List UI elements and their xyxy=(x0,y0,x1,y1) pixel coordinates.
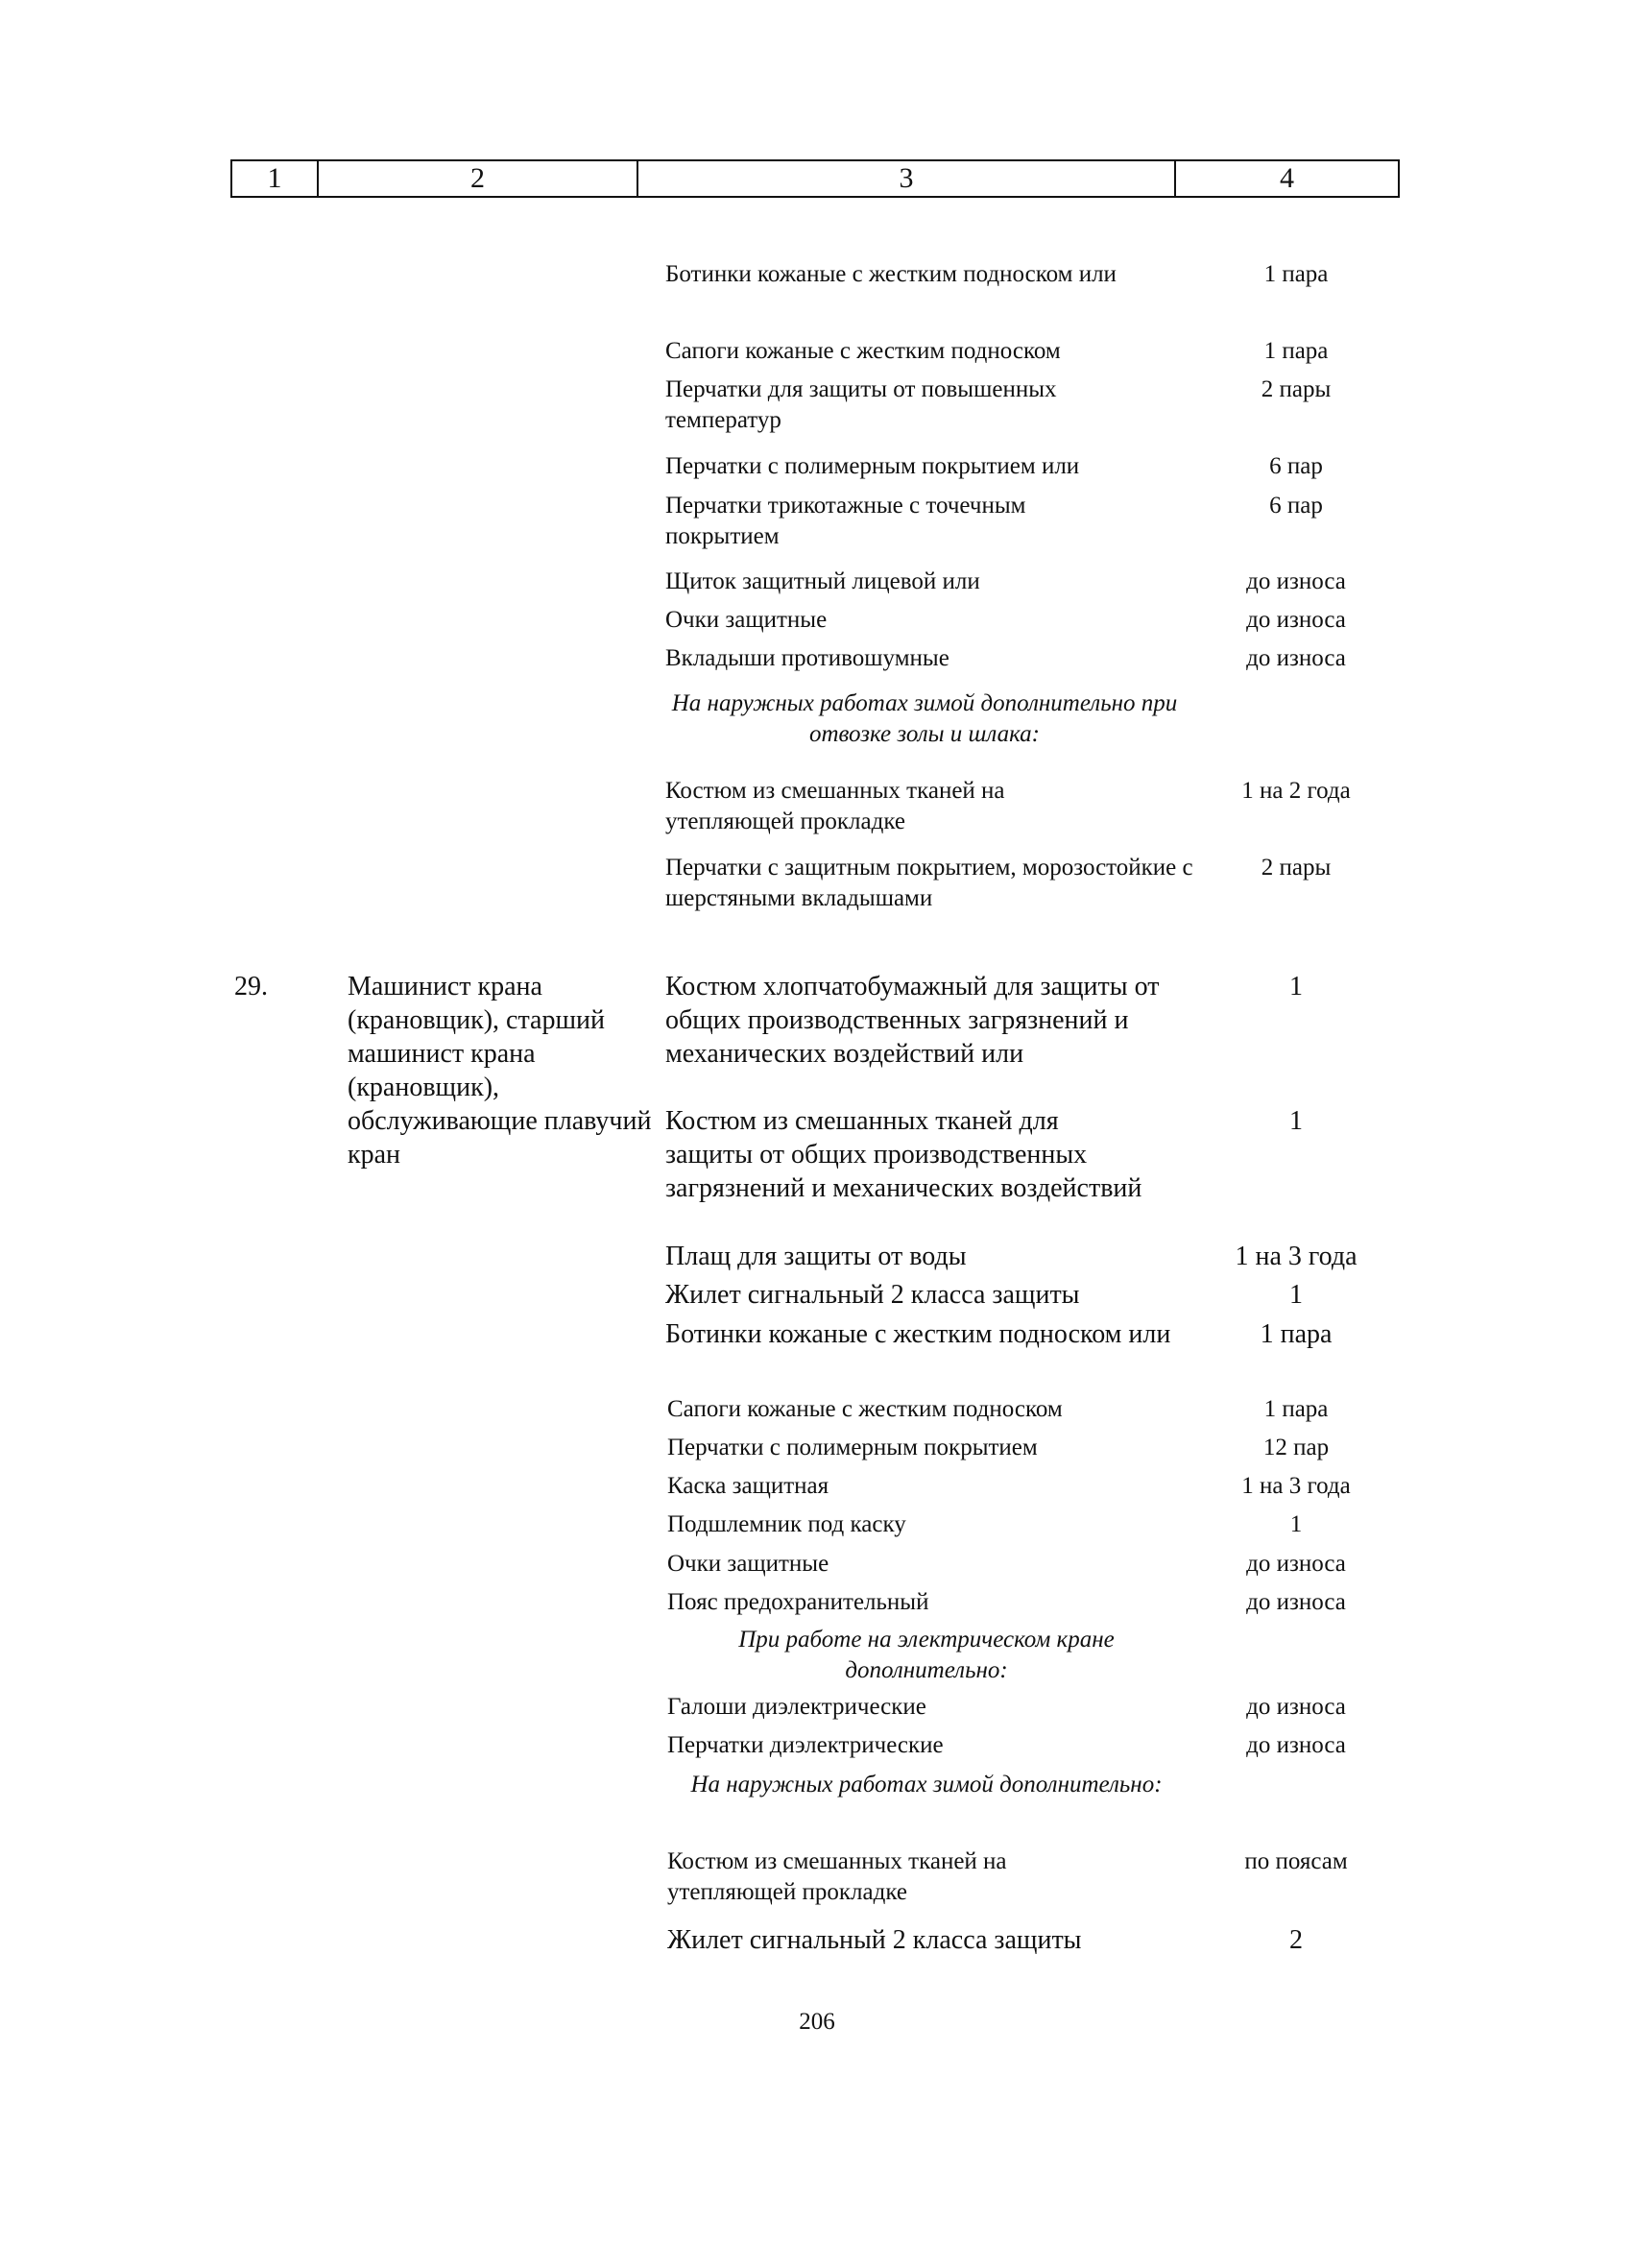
item-text: Ботинки кожаные с жестким подноском или xyxy=(665,1319,1171,1349)
norm-text: до износа xyxy=(1246,1694,1346,1720)
item-text: Костюм из смешанных тканей на утепляющей прокладке xyxy=(667,1848,1007,1905)
item-text: Жилет сигнальный 2 класса защиты xyxy=(667,1925,1082,1955)
norm-text: 1 пара xyxy=(1263,338,1329,364)
item-text: Перчатки диэлектрические xyxy=(667,1732,944,1758)
norm-text: 1 на 3 года xyxy=(1235,1242,1358,1271)
item-text: Перчатки с полимерным покрытием или xyxy=(665,453,1080,479)
item-text: Сапоги кожаные с жестким подноском xyxy=(667,1396,1063,1422)
norm-text: 1 xyxy=(1289,1106,1303,1136)
header-col-1: 1 xyxy=(232,161,319,196)
norm-text: 1 на 2 года xyxy=(1241,778,1351,804)
item-text: Костюм хлопчатобумажный для защиты от общих производственных загрязнений и механических воздействий или xyxy=(665,972,1160,1069)
item-text: Галоши диэлектрические xyxy=(667,1694,926,1720)
norm-text: до износа xyxy=(1246,1589,1346,1615)
norm-text: 1 пара xyxy=(1263,261,1329,287)
item-text: Вкладыши противошумные xyxy=(665,645,949,671)
norm-text: до износа xyxy=(1246,645,1346,671)
profession-name: Машинист крана (крановщик), старший машинист крана (крановщик), обслуживающие плавучий кран xyxy=(348,972,652,1170)
norm-text: 1 на 3 года xyxy=(1241,1473,1351,1499)
page-number: 206 xyxy=(799,2009,835,2035)
note-winter: На наружных работах зимой дополнительно: xyxy=(690,1772,1163,1798)
item-text: Щиток защитный лицевой или xyxy=(665,568,980,594)
norm-text: 12 пар xyxy=(1262,1435,1330,1460)
item-text: Перчатки с полимерным покрытием xyxy=(667,1435,1038,1460)
norm-text: до износа xyxy=(1246,1551,1346,1577)
norm-text: 1 xyxy=(1289,1511,1303,1537)
norm-text: 6 пар xyxy=(1269,453,1323,479)
header-col-3: 3 xyxy=(638,161,1176,196)
note-electric: При работе на электрическом кране дополнительно: xyxy=(738,1627,1115,1683)
header-col-2: 2 xyxy=(319,161,638,196)
norm-text: 1 пара xyxy=(1263,1396,1329,1422)
norm-text: до износа xyxy=(1246,1732,1346,1758)
item-text: Пояс предохранительный xyxy=(667,1589,929,1615)
item-text: Каска защитная xyxy=(667,1473,829,1499)
item-text: Сапоги кожаные с жестким подноском xyxy=(665,338,1061,364)
item-text: Перчатки для защиты от повышенных температур xyxy=(665,376,1057,433)
item-text: Ботинки кожаные с жестким подноском или xyxy=(665,261,1117,287)
item-text: Плащ для защиты от воды xyxy=(665,1242,967,1271)
item-text: Жилет сигнальный 2 класса защиты xyxy=(665,1280,1080,1310)
table-header-row xyxy=(230,159,1400,198)
norm-text: до износа xyxy=(1246,607,1346,633)
norm-text: 1 xyxy=(1289,972,1303,1001)
norm-text: 1 пара xyxy=(1260,1319,1333,1349)
norm-text: по поясам xyxy=(1244,1848,1348,1874)
item-text: Костюм из смешанных тканей на утепляющей прокладке xyxy=(665,778,1005,834)
norm-text: 6 пар xyxy=(1269,493,1323,519)
item-text: Костюм из смешанных тканей для защиты от общих производственных загрязнений и механических воздействий xyxy=(665,1106,1142,1203)
header-col-4: 4 xyxy=(1280,162,1294,194)
item-text: Очки защитные xyxy=(667,1551,829,1577)
note-winter-ash: На наружных работах зимой дополнительно при отвозке золы и шлака: xyxy=(671,690,1178,747)
norm-text: до износа xyxy=(1246,568,1346,594)
entry-number: 29. xyxy=(234,972,268,1001)
norm-text: 2 пары xyxy=(1261,376,1332,402)
norm-text: 2 xyxy=(1289,1925,1303,1955)
item-text: Подшлемник под каску xyxy=(667,1511,906,1537)
item-text: Перчатки с защитным покрытием, морозостойкие с шерстяными вкладышами xyxy=(665,855,1193,911)
item-text: Очки защитные xyxy=(665,607,828,633)
item-text: Перчатки трикотажные с точечным покрытием xyxy=(665,493,1026,549)
norm-text: 1 xyxy=(1289,1280,1303,1310)
norm-text: 2 пары xyxy=(1261,855,1332,881)
